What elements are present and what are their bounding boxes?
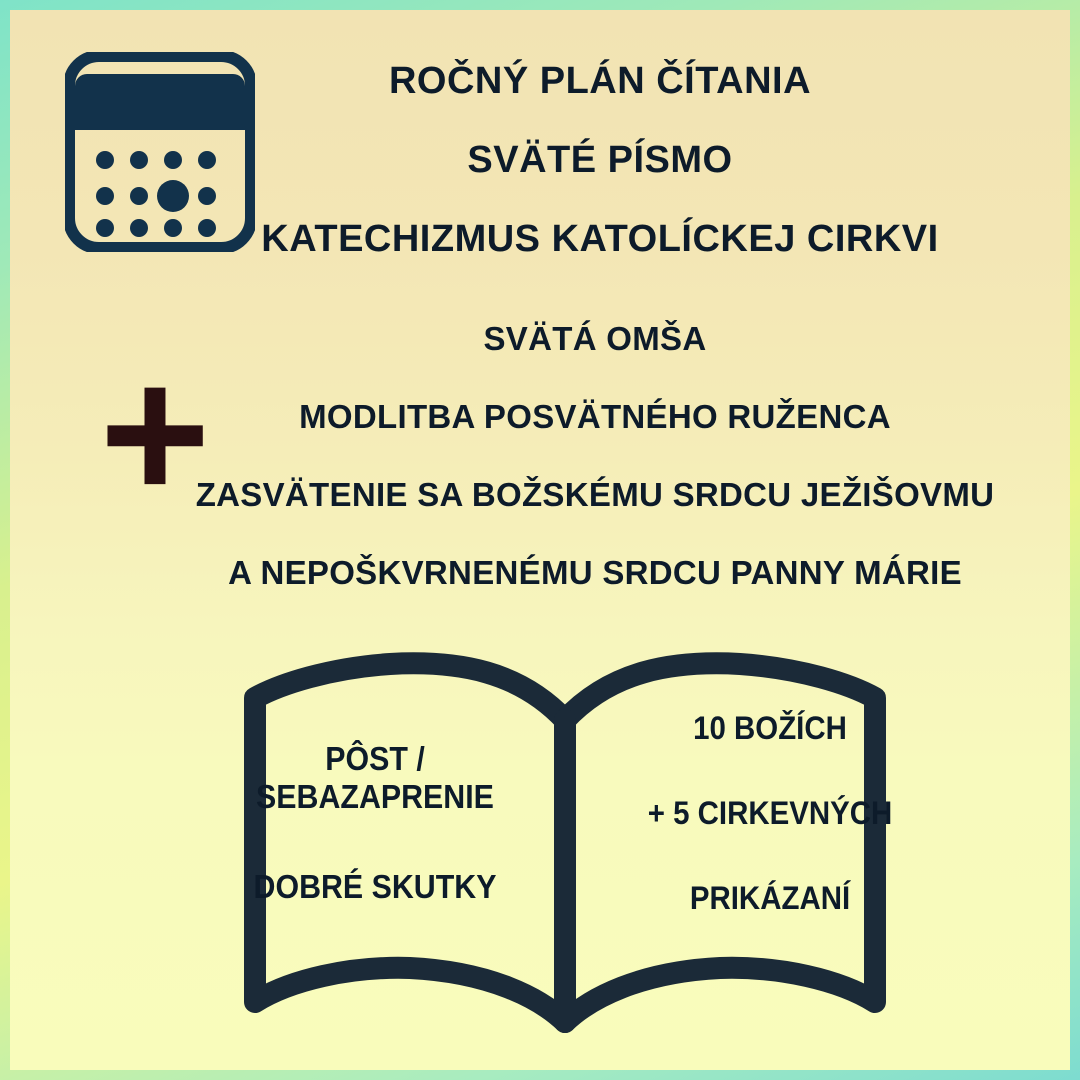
- subheading-consecration-immaculate-heart: A NEPOŠKVRNENÉMU SRDCU PANNY MÁRIE: [228, 554, 962, 591]
- poster-inner-panel: [10, 10, 1070, 1070]
- subheading-group: [130, 320, 1060, 592]
- subheading-rosary: MODLITBA POSVÄTNÉHO RUŽENCA: [299, 398, 891, 435]
- heading-scripture: SVÄTÉ PÍSMO: [467, 139, 733, 181]
- book-text-ten-commandments: 10 BOŽÍCH: [693, 710, 847, 746]
- book-right-page-text: [605, 710, 935, 965]
- book-left-page-text: [200, 740, 550, 906]
- book-text-fasting: PÔST / SEBAZAPRENIE: [256, 740, 494, 815]
- subheading-mass: SVÄTÁ OMŠA: [483, 320, 707, 357]
- page-title: ROČNÝ PLÁN ČÍTANIA: [388, 60, 812, 102]
- heading-group: [150, 60, 1050, 313]
- book-text-good-works: DOBRÉ SKUTKY: [253, 868, 497, 905]
- book-text-five-church-precepts: + 5 CIRKEVNÝCH: [647, 795, 893, 831]
- plus-icon: +: [99, 328, 211, 540]
- heading-catechism: KATECHIZMUS KATOLÍCKEJ CIRKVI: [261, 218, 939, 260]
- book-text-commandments-label: PRIKÁZANÍ: [689, 880, 851, 916]
- subheading-consecration-sacred-heart: ZASVÄTENIE SA BOŽSKÉMU SRDCU JEŽIŠOVMU: [195, 476, 995, 513]
